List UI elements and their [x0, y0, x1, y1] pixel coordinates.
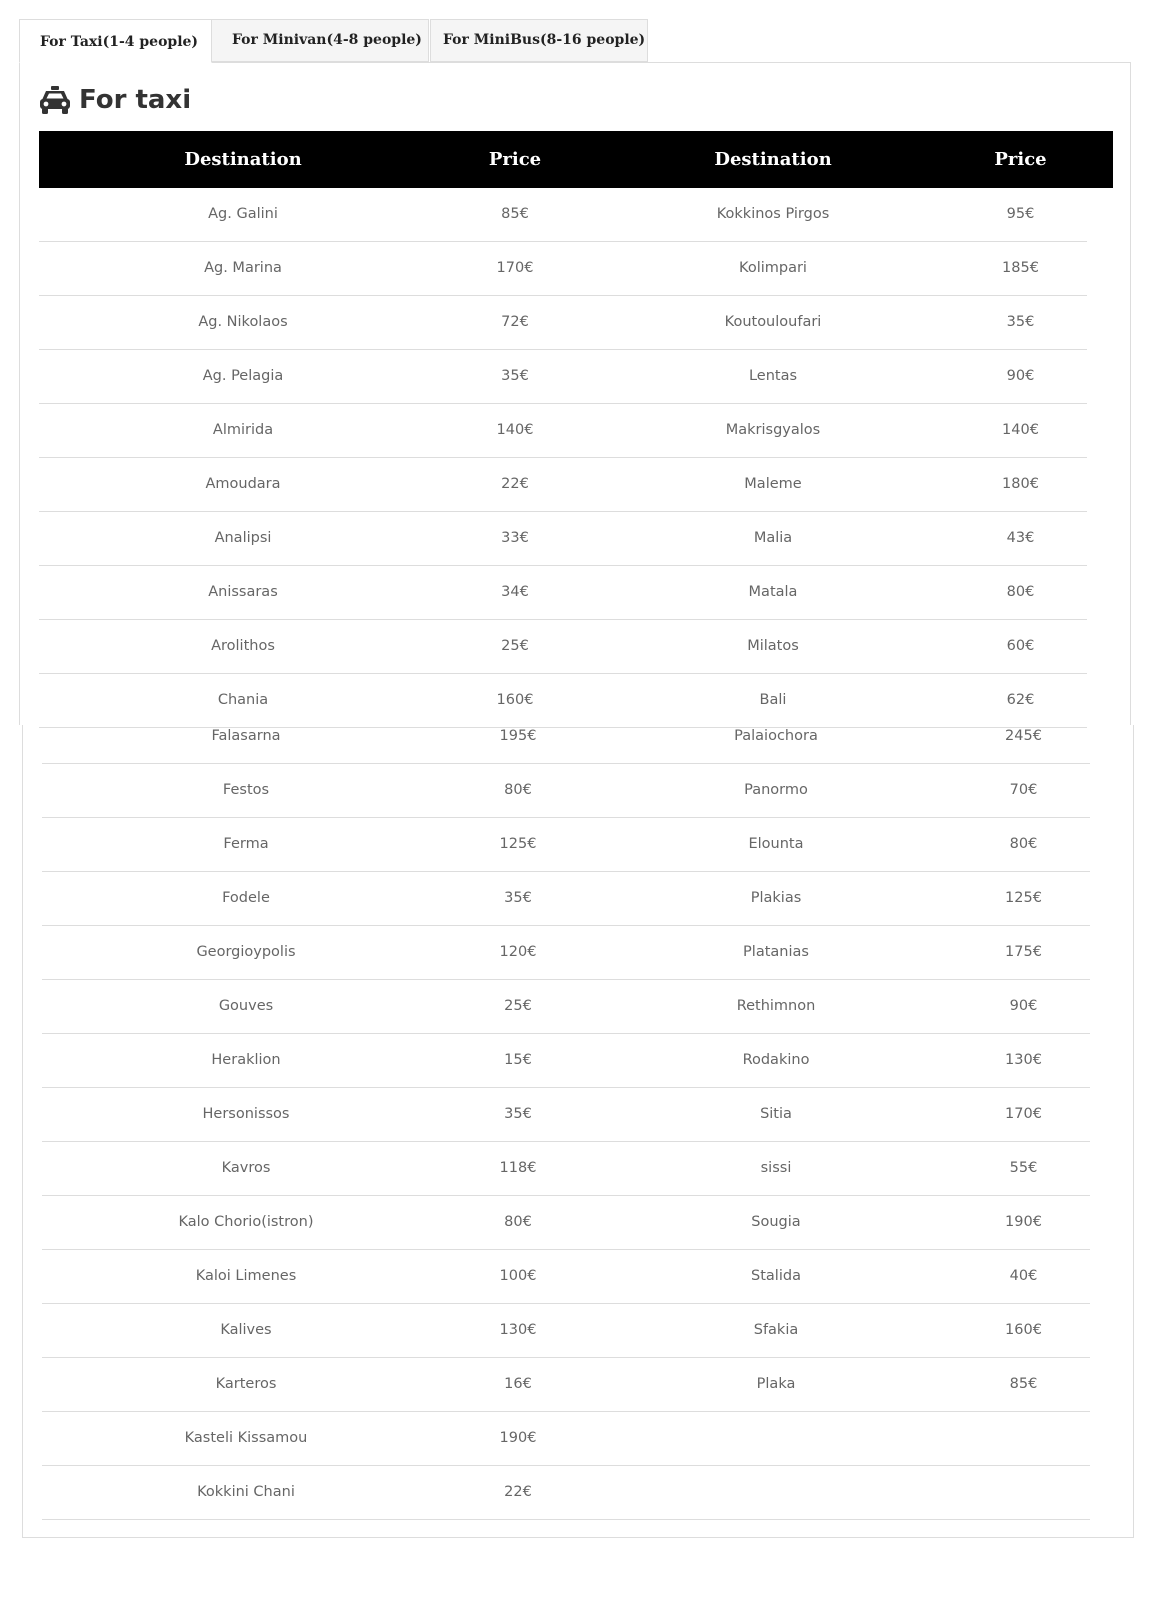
table-row: [42, 1466, 1090, 1520]
price-cell: 125€: [1005, 890, 1042, 906]
destination-cell: Fodele: [222, 890, 270, 906]
tab-taxi[interactable]: For Taxi(1-4 people): [19, 19, 212, 63]
destination-cell: Kalives: [220, 1322, 272, 1338]
price-cell: 35€: [504, 1106, 532, 1122]
price-cell: 160€: [496, 692, 534, 708]
price-cell: 25€: [504, 998, 532, 1014]
destination-cell: Kavros: [221, 1160, 271, 1176]
destination-cell: Sougia: [751, 1214, 801, 1230]
destination-cell: Stalida: [751, 1268, 801, 1284]
table-row: [39, 566, 1087, 620]
price-cell: 190€: [1005, 1214, 1042, 1230]
table-row: [42, 818, 1090, 872]
destination-cell: Analipsi: [214, 530, 272, 546]
table-row: [42, 1250, 1090, 1304]
destination-cell: Plaka: [756, 1376, 796, 1392]
price-cell: 16€: [504, 1376, 532, 1392]
price-cell: 62€: [1006, 692, 1035, 708]
price-cell: 118€: [499, 1160, 537, 1176]
price-cell: 35€: [1006, 314, 1035, 330]
price-cell: 100€: [499, 1268, 537, 1284]
table-row: [42, 980, 1090, 1034]
destination-cell: Kaloi Limenes: [195, 1268, 297, 1284]
destination-cell: Malia: [753, 530, 793, 546]
destination-cell: Festos: [222, 782, 270, 798]
destination-cell: Anissaras: [208, 584, 278, 600]
price-cell: 130€: [1005, 1052, 1042, 1068]
destination-cell: Kokkinos Pirgos: [716, 206, 830, 222]
destination-cell: Georgioypolis: [196, 944, 296, 960]
destination-cell: Lentas: [748, 368, 798, 384]
table-row: [39, 188, 1087, 242]
table-row: [39, 458, 1087, 512]
taxi-icon: [39, 86, 71, 114]
table-row: [39, 296, 1087, 350]
destination-cell: Milatos: [747, 638, 799, 654]
table-row: [42, 1142, 1090, 1196]
table-row: [42, 1088, 1090, 1142]
destination-cell: Rethimnon: [736, 998, 816, 1014]
destination-cell: sissi: [760, 1160, 792, 1176]
price-cell: 120€: [499, 944, 537, 960]
destination-cell: Karteros: [215, 1376, 277, 1392]
price-cell: 35€: [501, 368, 529, 384]
tab-minibus[interactable]: For MiniBus(8-16 people): [430, 19, 648, 62]
price-cell: 80€: [504, 782, 532, 798]
table-row: [39, 620, 1087, 674]
price-cell: 180€: [1002, 476, 1039, 492]
price-cell: 22€: [504, 1484, 532, 1500]
section-heading: [39, 80, 191, 120]
destination-cell: Ag. Pelagia: [202, 368, 284, 384]
price-cell: 22€: [501, 476, 529, 492]
destination-cell: Sitia: [760, 1106, 792, 1122]
table-row: [42, 1304, 1090, 1358]
price-cell: 85€: [501, 206, 529, 222]
destination-cell: Ferma: [223, 836, 269, 852]
destination-cell: Makrisgyalos: [725, 422, 821, 438]
destination-cell: Panormo: [744, 782, 808, 798]
destination-cell: Almirida: [212, 422, 274, 438]
price-cell: 190€: [499, 1430, 537, 1446]
table-row: [42, 1412, 1090, 1466]
destination-cell: Plakias: [750, 890, 802, 906]
price-cell: 72€: [501, 314, 529, 330]
destination-cell: Kalo Chorio(istron): [178, 1214, 314, 1230]
table-row: [42, 710, 1090, 764]
destination-cell: Ag. Marina: [204, 260, 282, 276]
price-cell: 170€: [1005, 1106, 1042, 1122]
header-price-1: Price: [488, 149, 542, 170]
destination-cell: [586, 1466, 966, 1519]
price-cell: 60€: [1006, 638, 1035, 654]
destination-cell: Sfakia: [753, 1322, 799, 1338]
destination-cell: Heraklion: [211, 1052, 281, 1068]
header-destination-1: Destination: [184, 149, 302, 170]
tab-minivan[interactable]: For Minivan(4-8 people): [211, 19, 429, 62]
price-cell: 195€: [499, 728, 537, 744]
table-row: [42, 1196, 1090, 1250]
table-row: [42, 926, 1090, 980]
price-cell: 170€: [496, 260, 534, 276]
destination-cell: Palaiochora: [734, 728, 818, 744]
price-cell: 55€: [1009, 1160, 1038, 1176]
price-cell: 35€: [504, 890, 532, 906]
table-row: [42, 1358, 1090, 1412]
destination-cell: Platanias: [743, 944, 809, 960]
destination-cell: Kokkini Chani: [197, 1484, 295, 1500]
price-cell: 140€: [1002, 422, 1039, 438]
price-cell: 80€: [1009, 836, 1038, 852]
destination-cell: Ag. Galini: [208, 206, 278, 222]
destination-cell: Rodakino: [742, 1052, 810, 1068]
header-price-2: Price: [994, 149, 1047, 170]
destination-cell: Kasteli Kissamou: [184, 1430, 308, 1446]
price-cell: 33€: [501, 530, 529, 546]
price-cell: 15€: [504, 1052, 532, 1068]
table-row: [42, 1034, 1090, 1088]
destination-cell: Elounta: [748, 836, 804, 852]
table-row: [42, 764, 1090, 818]
price-cell: 90€: [1009, 998, 1038, 1014]
price-cell: 160€: [1005, 1322, 1042, 1338]
price-cell: [966, 1412, 1081, 1465]
destination-cell: Koutouloufari: [724, 314, 822, 330]
destination-cell: Ag. Nikolaos: [198, 314, 288, 330]
price-cell: 80€: [504, 1214, 532, 1230]
destination-cell: [586, 1412, 966, 1465]
destination-cell: Matala: [748, 584, 798, 600]
price-cell: 43€: [1006, 530, 1035, 546]
destination-cell: Falasarna: [211, 728, 281, 744]
price-cell: 245€: [1005, 728, 1042, 744]
table-row: [42, 872, 1090, 926]
price-cell: 34€: [501, 584, 529, 600]
price-cell: 125€: [499, 836, 537, 852]
price-cell: 140€: [496, 422, 534, 438]
table-row: [39, 242, 1087, 296]
destination-cell: Bali: [759, 692, 787, 708]
table-row: [39, 404, 1087, 458]
destination-cell: Arolithos: [211, 638, 275, 654]
price-cell: 130€: [499, 1322, 537, 1338]
price-cell: 80€: [1006, 584, 1035, 600]
table-row: [39, 512, 1087, 566]
price-cell: 90€: [1006, 368, 1035, 384]
table-row: [39, 350, 1087, 404]
section-title: For taxi: [79, 85, 192, 115]
header-destination-2: Destination: [714, 149, 832, 170]
destination-cell: Chania: [217, 692, 269, 708]
destination-cell: Kolimpari: [739, 260, 807, 276]
price-cell: 25€: [501, 638, 529, 654]
destination-cell: Maleme: [744, 476, 802, 492]
price-cell: 40€: [1009, 1268, 1038, 1284]
destination-cell: Gouves: [218, 998, 274, 1014]
price-cell: 70€: [1009, 782, 1038, 798]
price-cell: 185€: [1002, 260, 1039, 276]
price-cell: 175€: [1005, 944, 1042, 960]
price-cell: [966, 1466, 1081, 1519]
price-cell: 95€: [1006, 206, 1035, 222]
table-header: [39, 131, 1113, 188]
destination-cell: Hersonissos: [202, 1106, 290, 1122]
destination-cell: Amoudara: [205, 476, 281, 492]
price-cell: 85€: [1009, 1376, 1038, 1392]
